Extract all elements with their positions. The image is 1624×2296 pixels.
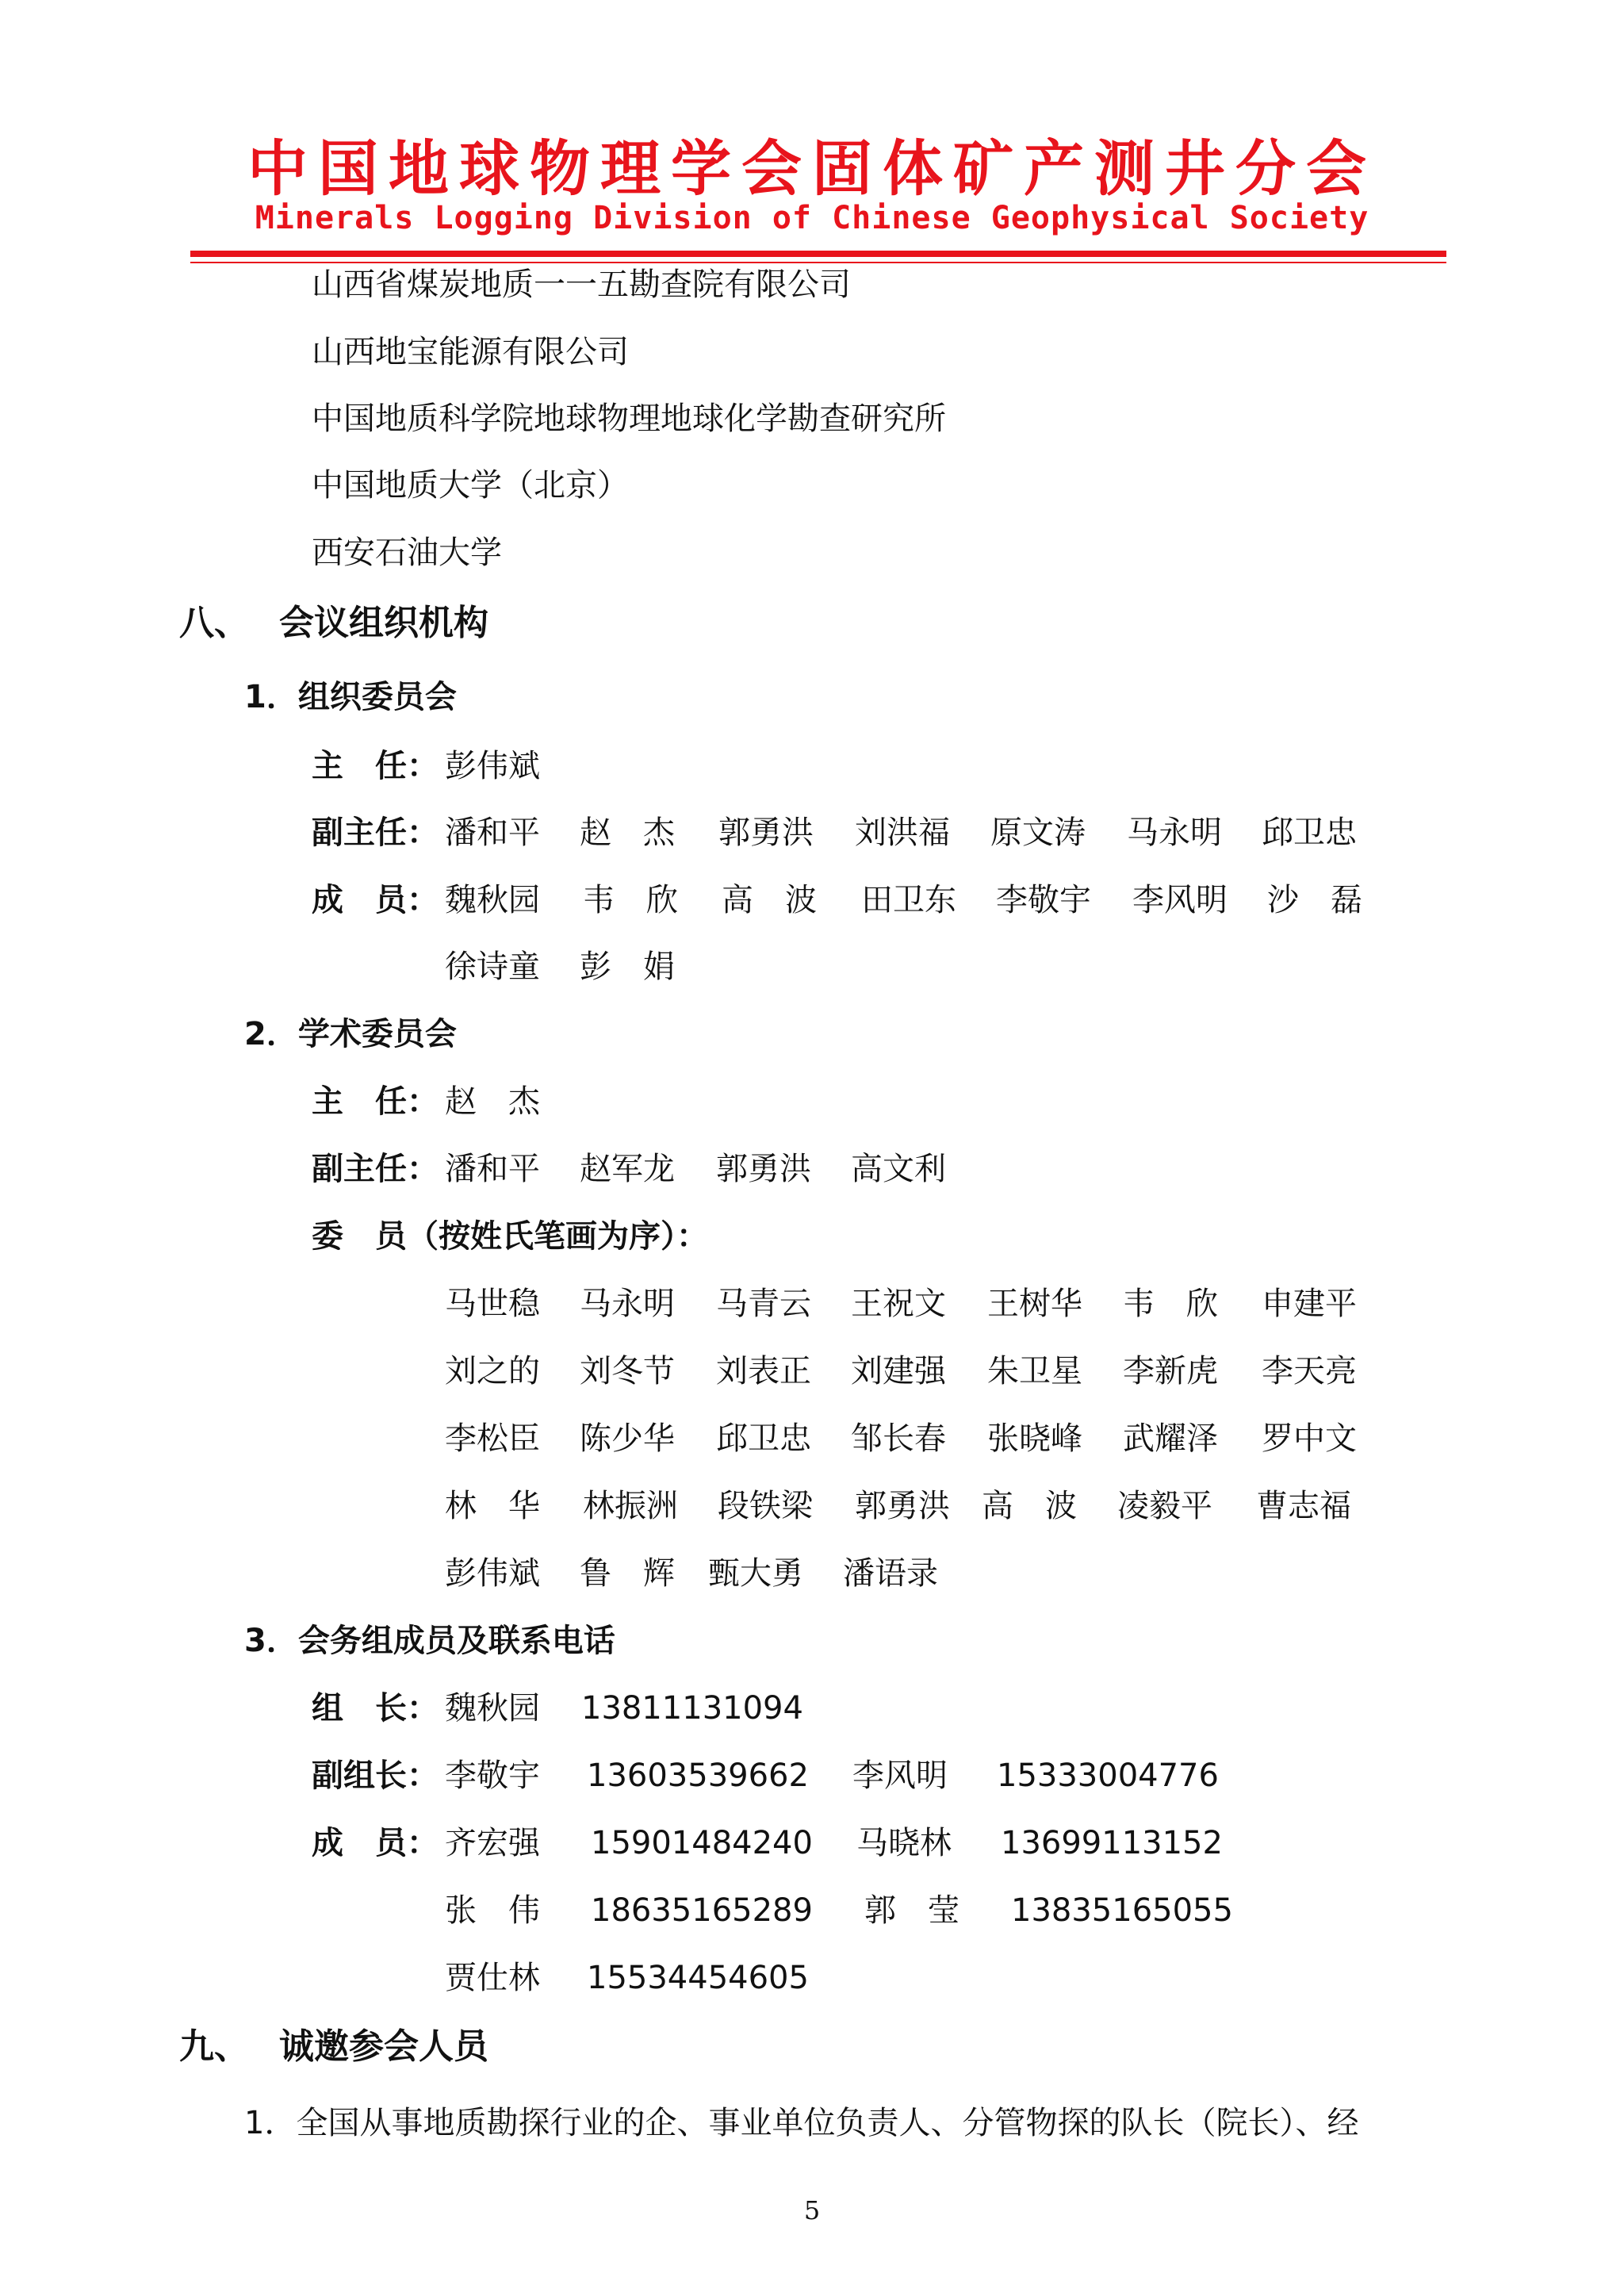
leader-phone: 13811131094	[581, 1690, 803, 1727]
member-name: 林 华	[445, 1488, 540, 1524]
affairs-group-title: 3．会务组成员及联系电话	[244, 1623, 615, 1659]
header-rule-thick	[190, 251, 1446, 257]
deputy-name: 潘和平	[445, 1151, 540, 1187]
deputy-name: 赵军龙	[580, 1151, 675, 1187]
member-name: 刘之的	[445, 1353, 540, 1389]
member-name: 申建平	[1262, 1286, 1357, 1322]
deputy-name: 刘洪福	[855, 815, 950, 851]
affairs-member-phone: 15534454605	[587, 1960, 809, 1996]
section-9-number: 九、	[179, 2026, 249, 2067]
deputy-leader-name: 李敬宇	[445, 1757, 540, 1794]
director-label: 主 任：	[312, 748, 439, 784]
header-rule-thin	[190, 262, 1446, 263]
affairs-member-name: 张 伟	[445, 1892, 540, 1929]
member-name: 王树华	[987, 1286, 1082, 1322]
section-9-title: 诚邀参会人员	[279, 2026, 488, 2067]
org-item: 山西地宝能源有限公司	[312, 334, 629, 370]
member-name: 刘表正	[716, 1353, 811, 1389]
member-name: 李敬宇	[996, 882, 1091, 918]
member-name: 李风明	[1132, 882, 1228, 918]
member-name: 鲁 辉	[580, 1555, 675, 1592]
member-name: 田卫东	[861, 882, 956, 918]
member-name: 陈少华	[580, 1420, 675, 1457]
deputy-leader-label: 副组长：	[312, 1757, 439, 1794]
deputy-name: 潘和平	[445, 815, 540, 851]
member-name: 彭 娟	[580, 949, 675, 985]
member-name: 李松臣	[445, 1420, 540, 1457]
director-name: 彭伟斌	[445, 748, 540, 784]
org-item: 中国地质大学（北京）	[312, 467, 629, 504]
member-name: 凌毅平	[1117, 1488, 1212, 1524]
member-name: 甄大勇	[708, 1555, 803, 1592]
deputy-name: 邱卫忠	[1262, 815, 1357, 851]
member-name: 潘语录	[843, 1555, 938, 1592]
member-name: 郭勇洪	[855, 1488, 950, 1524]
affairs-member-name: 齐宏强	[445, 1825, 540, 1861]
member-name: 马永明	[580, 1286, 675, 1322]
section-8-number: 八、	[179, 603, 249, 643]
member-name: 朱卫星	[987, 1353, 1082, 1389]
deputy-name: 赵 杰	[580, 815, 675, 851]
deputy-leader-name: 李风明	[852, 1757, 948, 1794]
member-name: 武耀泽	[1123, 1420, 1218, 1457]
affairs-member-name: 郭 莹	[864, 1892, 959, 1929]
member-name: 王祝文	[851, 1286, 946, 1322]
affairs-members-label: 成 员：	[312, 1825, 439, 1861]
member-name: 罗中文	[1262, 1420, 1357, 1457]
deputy-director-label: 副主任：	[312, 1151, 439, 1187]
academic-committee-title: 2．学术委员会	[244, 1016, 457, 1052]
member-name: 段铁梁	[718, 1488, 813, 1524]
section-8-title: 会议组织机构	[279, 603, 488, 643]
invitee-item-1: 1．全国从事地质勘探行业的企、事业单位负责人、分管物探的队长（院长）、经	[244, 2105, 1359, 2141]
member-name: 高 波	[982, 1488, 1077, 1524]
deputy-name: 郭勇洪	[716, 1151, 811, 1187]
member-name: 韦 欣	[1123, 1286, 1218, 1322]
society-title-en: Minerals Logging Division of Chinese Geophysical Society	[255, 200, 1369, 236]
organizing-committee-title: 1．组织委员会	[244, 679, 457, 715]
director-name: 赵 杰	[445, 1083, 540, 1120]
deputy-name: 高文利	[851, 1151, 946, 1187]
deputy-name: 原文涛	[990, 815, 1086, 851]
members-label: 成 员：	[312, 882, 439, 918]
org-item: 山西省煤炭地质一一五勘查院有限公司	[312, 266, 851, 303]
member-name: 李新虎	[1123, 1353, 1218, 1389]
deputy-leader-phone: 15333004776	[997, 1757, 1219, 1794]
deputy-leader-phone: 13603539662	[587, 1757, 809, 1794]
deputy-director-label: 副主任：	[312, 815, 439, 851]
member-name: 彭伟斌	[445, 1555, 540, 1592]
affairs-member-phone: 13835165055	[1011, 1892, 1233, 1929]
member-name: 沙 磊	[1267, 882, 1362, 918]
member-name: 邹长春	[851, 1420, 946, 1457]
member-name: 刘建强	[851, 1353, 946, 1389]
org-item: 中国地质科学院地球物理地球化学勘查研究所	[312, 401, 946, 437]
society-title-cn: 中国地球物理学会固体矿产测井分会	[247, 133, 1377, 204]
member-name: 韦 欣	[583, 882, 678, 918]
member-name: 马世稳	[445, 1286, 540, 1322]
member-name: 李天亮	[1262, 1353, 1357, 1389]
member-name: 刘冬节	[580, 1353, 675, 1389]
affairs-member-phone: 18635165289	[591, 1892, 813, 1929]
affairs-member-phone: 13699113152	[1001, 1825, 1223, 1861]
org-item: 西安石油大学	[312, 535, 502, 571]
leader-label: 组 长：	[312, 1690, 439, 1727]
affairs-member-name: 马晓林	[856, 1825, 952, 1861]
deputy-name: 郭勇洪	[718, 815, 814, 851]
member-name: 邱卫忠	[716, 1420, 811, 1457]
director-label: 主 任：	[312, 1083, 439, 1120]
leader-name: 魏秋园	[445, 1690, 540, 1727]
deputy-name: 马永明	[1127, 815, 1222, 851]
member-name: 林振洲	[583, 1488, 678, 1524]
member-name: 张晓峰	[987, 1420, 1082, 1457]
member-name: 马青云	[716, 1286, 811, 1322]
member-name: 徐诗童	[445, 949, 540, 985]
affairs-member-name: 贾仕林	[445, 1960, 540, 1996]
affairs-member-phone: 15901484240	[591, 1825, 813, 1861]
member-name: 魏秋园	[445, 882, 540, 918]
committee-members-label: 委 员（按姓氏笔画为序）：	[312, 1218, 708, 1255]
page-number: 5	[803, 2195, 821, 2225]
member-name: 曹志福	[1256, 1488, 1351, 1524]
member-name: 高 波	[722, 882, 817, 918]
